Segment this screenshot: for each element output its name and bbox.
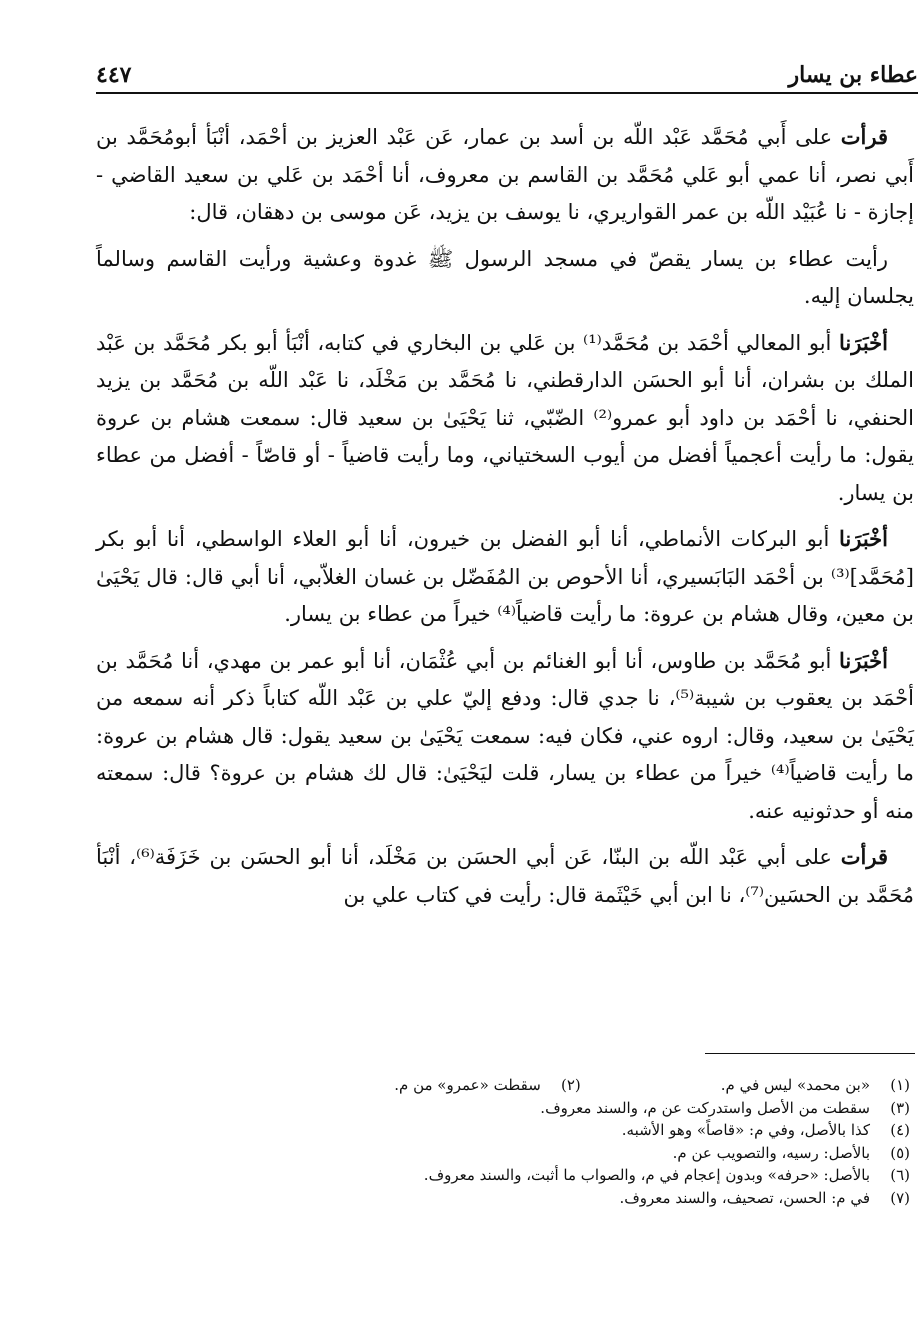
paragraph-text: أبو البركات الأنماطي، أنا أبو الفضل بن خيرون، أنا أبو العلاء الواسطي، أنا أبو بكر [مُحَمَّد]⁽³⁾ بن أحْمَد البَابَسيري، أنا الأحوص بن المُفَضّل بن غسان الغلاّبي، أنا أبي قال: قال يَحْيَىٰ بن معين، وقال هشام بن عروة: ما رأيت قاضياً⁽⁴⁾ خيراً من عطاء بن يسار.	[96, 527, 914, 626]
paragraph-text: رأيت عطاء بن يسار يقصّ في مسجد الرسول ﷺ غدوة وعشية ورأيت القاسم وسالماً يجلسان إليه.	[96, 246, 914, 308]
paragraph	[96, 838, 914, 914]
paragraph-lead-word: أخْبَرَنا	[839, 526, 888, 551]
page-number: ٤٤٧	[96, 62, 132, 88]
paragraph-lead-word: أخْبَرَنا	[839, 647, 888, 673]
paragraph	[96, 324, 914, 513]
footnote-text: سقطت من الأصل واستدركت عن م، والسند معروف.	[540, 1098, 870, 1117]
paragraph	[96, 642, 914, 831]
footnote-number: (٣)	[890, 1098, 910, 1117]
paragraph-lead-word: قرأت	[840, 844, 888, 869]
paragraph-text: أبو مُحَمَّد بن طاوس، أنا أبو الغنائم بن أبي عُثْمَان، أنا أبو عمر بن مهدي، أنا مُحَمَّد بن أحْمَد بن يعقوب بن شيبة⁽⁵⁾، نا جدي قال: ودفع إليّ علي بن عَبْد اللّه كتاباً ذكر أنه سمعه من يَحْيَىٰ بن سعيد، وقال: اروه عني، فكان فيه: سمعت يَحْيَىٰ بن سعيد يقول: قال هشام بن عروة: ما رأيت قاضياً⁽⁴⁾ خيراً من عطاء بن يسار، قلت ليَحْيَىٰ: قال لك هشام بن عروة؟ قال: سمعته منه أو حدثونيه عنه.	[96, 648, 914, 823]
running-title: عطاء بن يسار	[788, 62, 918, 88]
footnote-text: كذا بالأصل، وفي م: «قاصاً» وهو الأشبه.	[621, 1121, 870, 1139]
footnote-text: «بن محمد» ليس في م.	[720, 1076, 870, 1094]
footnote-number: (٥)	[890, 1143, 910, 1162]
footnote-number: (٤)	[890, 1121, 910, 1139]
footnote-text: بالأصل: «حرفه» وبدون إعجام في م، والصواب ما أثبت، والسند معروف.	[423, 1166, 870, 1184]
footnote-number: (١)	[890, 1076, 910, 1094]
footnote	[721, 1074, 910, 1097]
paragraph-text: أبو المعالي أحْمَد بن مُحَمَّد⁽¹⁾ بن عَلي بن البخاري في كتابه، أنْبَأ أبو بكر مُحَمَّد بن عَبْد الملك بن بشران، أنا أبو الحسَن الدارقطني، نا مُحَمَّد بن مَخْلَد، نا عَبْد اللّه بن مُحَمَّد بن يزيد الحنفي، نا أحْمَد بن داود أبو عمرو⁽²⁾ الضّبّي، ثنا يَحْيَىٰ بن سعيد قال: سمعت هشام بن عروة يقول: ما رأيت أعجمياً أفضل من أيوب السختياني، وما رأيت قاضياً - أو قاصّاً - أفضل من عطاء بن يسار.	[96, 330, 914, 505]
footnote	[394, 1074, 581, 1097]
footnote-number: (٧)	[890, 1188, 910, 1207]
paragraph-lead-word: أخْبَرَنا	[839, 329, 888, 355]
paragraph	[96, 240, 914, 316]
footnote-row	[96, 1074, 910, 1097]
footnote	[96, 1097, 910, 1120]
footnote-divider	[705, 1053, 915, 1054]
paragraph-text: على أبي عَبْد اللّه بن البنّا، عَن أبي الحسَن بن مَخْلَد، أنا أبو الحسَن بن خَزَفَة⁽⁶⁾، أنْبَأ مُحَمَّد بن الحسَين⁽⁷⁾، نا ابن أبي خَيْثَمة قال: رأيت في كتاب علي بن	[96, 845, 914, 907]
main-text	[96, 118, 914, 922]
footnotes	[96, 1074, 910, 1209]
footnote	[96, 1187, 910, 1210]
paragraph-text: على أَبي مُحَمَّد عَبْد اللّه بن أسد بن عمار، عَن عَبْد العزيز بن أحْمَد، أنْبَأ أبومُحَمَّد بن أَبي نصر، أنا عمي أبو عَلي مُحَمَّد بن القاسم بن معروف، أنا أحْمَد بن عَلي بن سعيد القاضي - إجازة - نا عُبَيْد اللّه بن عمر القواريري، نا يوسف بن يزيد، عَن موسى بن دهقان، قال:	[96, 125, 914, 224]
paragraph	[96, 118, 914, 232]
running-header	[96, 56, 918, 94]
footnote-text: سقطت «عمرو» من م.	[394, 1076, 541, 1094]
footnote-number: (٦)	[890, 1166, 910, 1184]
footnote	[96, 1119, 910, 1142]
paragraph-lead-word: قرأت	[840, 124, 888, 149]
footnote-text: في م: الحسن، تصحيف، والسند معروف.	[619, 1188, 870, 1207]
paragraph	[96, 520, 914, 634]
footnote	[96, 1142, 910, 1165]
footnote	[96, 1164, 910, 1187]
footnote-number: (٢)	[560, 1076, 581, 1094]
footnote-text: بالأصل: رسيه، والتصويب عن م.	[672, 1143, 870, 1162]
